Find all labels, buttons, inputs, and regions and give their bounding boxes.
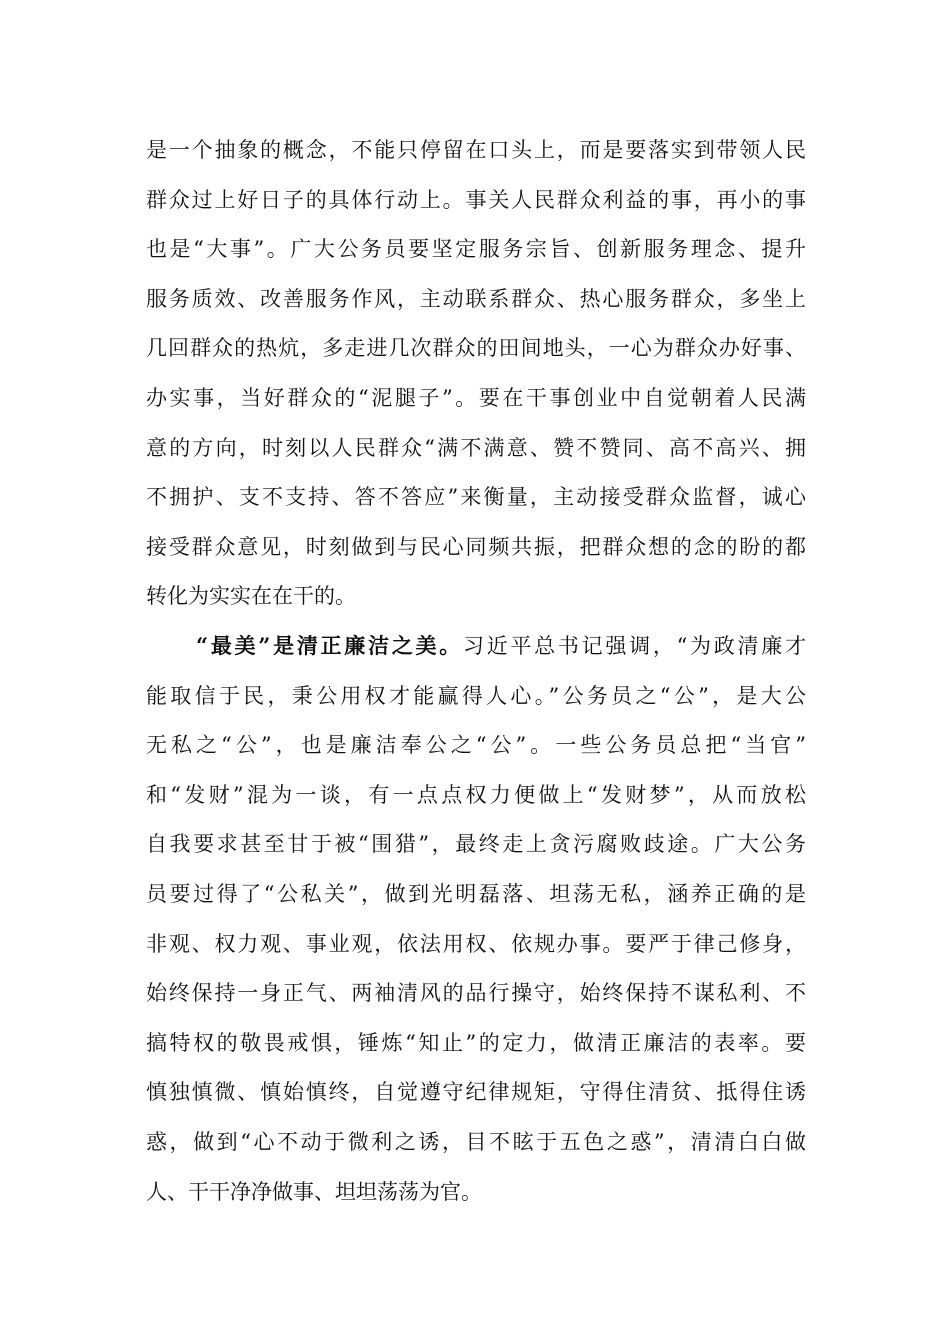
paragraph-1-line-9: 接受群众意见，时刻做到与民心同频共振，把群众想的念的盼的都 xyxy=(146,535,806,559)
paragraph-2-line-1 xyxy=(196,626,806,666)
paragraph-1-line-5: 几回群众的热炕，多走进几次群众的田间地头，一心为群众办好事、 xyxy=(146,336,806,360)
paragraph-2-line-9: 搞特权的敬畏戒惧，锤炼“知止”的定力，做清正廉洁的表率。要 xyxy=(146,1031,806,1055)
paragraph-2-line-7: 非观、权力观、事业观，依法用权、依规办事。要严于律己修身， xyxy=(146,932,806,956)
paragraph-1-line-7: 意的方向，时刻以人民群众“满不满意、赞不赞同、高不高兴、拥 xyxy=(146,436,806,460)
paragraph-2-line-3: 无私之“公”，也是廉洁奉公之“公”。一些公务员总把“当官” xyxy=(146,733,806,757)
paragraph-2-first-line-rest: 习近平总书记强调，“为政清廉才 xyxy=(462,634,806,658)
paragraph-2-line-5: 自我要求甚至甘于被“围猎”，最终走上贪污腐败歧途。广大公务 xyxy=(146,832,806,856)
paragraph-1-line-10: 转化为实实在在干的。 xyxy=(146,584,356,608)
paragraph-1-line-4: 服务质效、改善服务作风，主动联系群众、热心服务群众，多坐上 xyxy=(146,287,806,311)
paragraph-2-line-6: 员要过得了“公私关”，做到光明磊落、坦荡无私，涵养正确的是 xyxy=(146,882,806,906)
paragraph-2-line-4: 和“发财”混为一谈，有一点点权力便做上“发财梦”，从而放松 xyxy=(146,783,806,807)
paragraph-2-heading: “最美”是清正廉洁之美。 xyxy=(196,633,463,658)
paragraph-2-line-12: 人、干干净净做事、坦坦荡荡为官。 xyxy=(146,1180,482,1204)
paragraph-1-line-3: 也是“大事”。广大公务员要坚定服务宗旨、创新服务理念、提升 xyxy=(146,237,806,261)
paragraph-2-line-2: 能取信于民，秉公用权才能赢得人心。”公务员之“公”，是大公 xyxy=(146,684,806,708)
paragraph-1-line-8: 不拥护、支不支持、答不答应”来衡量，主动接受群众监督，诚心 xyxy=(146,485,806,509)
paragraph-1-line-1: 是一个抽象的概念，不能只停留在口头上，而是要落实到带领人民 xyxy=(146,138,806,162)
paragraph-2-line-8: 始终保持一身正气、两袖清风的品行操守，始终保持不谋私利、不 xyxy=(146,981,806,1005)
paragraph-1-line-2: 群众过上好日子的具体行动上。事关人民群众利益的事，再小的事 xyxy=(146,188,806,212)
paragraph-2-line-11: 惑，做到“心不动于微利之诱，目不眩于五色之惑”，清清白白做 xyxy=(146,1130,806,1154)
paragraph-1-line-6: 办实事，当好群众的“泥腿子”。要在干事创业中自觉朝着人民满 xyxy=(146,386,806,410)
paragraph-2-line-10: 慎独慎微、慎始慎终，自觉遵守纪律规矩，守得住清贫、抵得住诱 xyxy=(146,1080,806,1104)
